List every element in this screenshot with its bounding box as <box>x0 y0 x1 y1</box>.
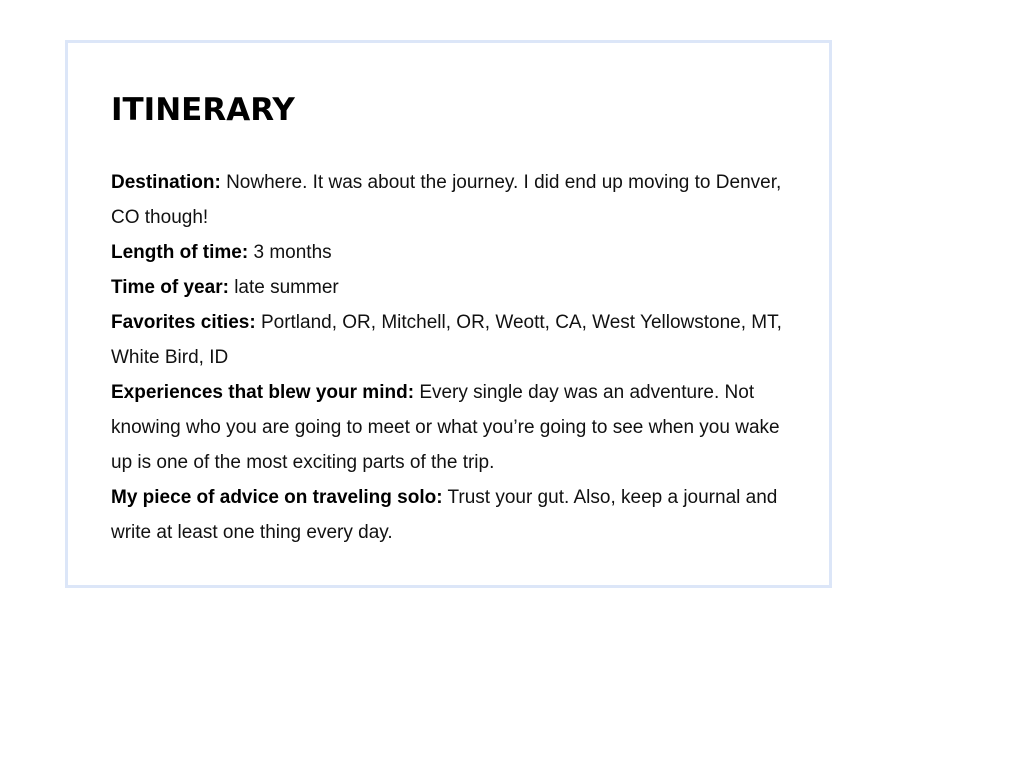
entry-label: Destination: <box>111 172 221 193</box>
entry-value: Nowhere. It was about the journey. I did end up moving to Denver, CO though! <box>111 172 782 228</box>
entry-value: Every single day was an adventure. Not knowing who you are going to meet or what you’re going to see when you wake up is one of the most exciting parts of the trip. <box>111 382 780 473</box>
entry-label: Experiences that blew your mind: <box>111 382 415 403</box>
entry-value: Trust your gut. Also, keep a journal and write at least one thing every day. <box>111 487 778 543</box>
entry-value: Portland, OR, Mitchell, OR, Weott, CA, West Yellowstone, MT, White Bird, ID <box>111 312 782 368</box>
entry-label: Favorites cities: <box>111 312 256 333</box>
entry-label: Time of year: <box>111 277 229 298</box>
itinerary-title: ITINERARY <box>111 92 295 128</box>
entry-destination <box>111 165 783 235</box>
entry-time-of-year <box>111 270 783 305</box>
entry-value: 3 months <box>253 242 332 263</box>
entry-label: My piece of advice on traveling solo: <box>111 487 443 508</box>
entry-experiences <box>111 375 783 480</box>
entry-label: Length of time: <box>111 242 249 263</box>
entry-value: late summer <box>234 277 339 298</box>
entry-favorite-cities <box>111 305 783 375</box>
itinerary-card <box>65 40 832 588</box>
entry-advice <box>111 480 783 550</box>
itinerary-body <box>111 165 783 550</box>
entry-length-of-time <box>111 235 783 270</box>
